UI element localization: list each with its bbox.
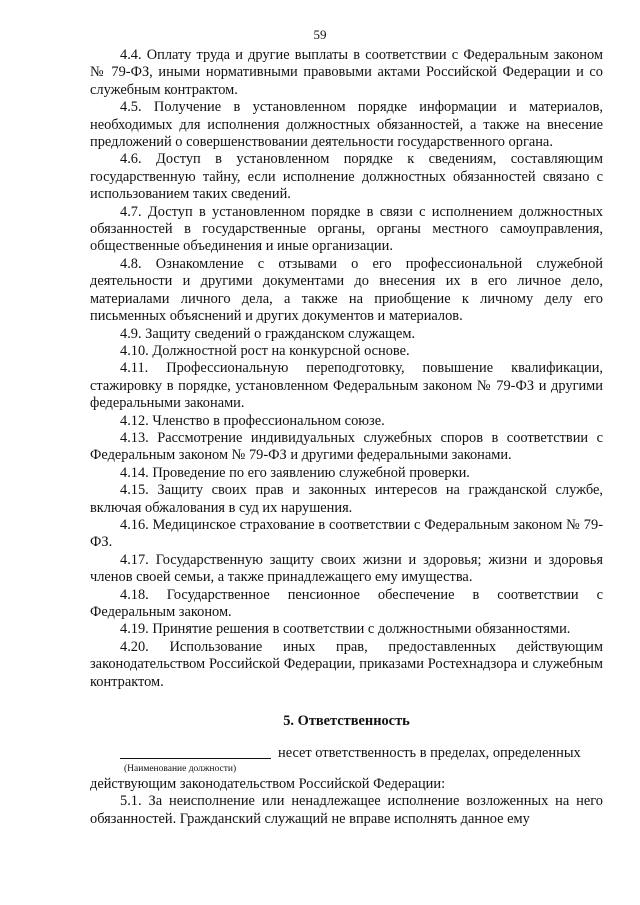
responsibility-line	[90, 743, 603, 763]
paragraph-5-1: 5.1. За неисполнение или ненадлежащее исполнение возложенных на него обязанностей. Гражданский служащий не вправе исполнять данное ему	[90, 793, 603, 827]
document-body	[90, 47, 603, 828]
paragraph-4-14: 4.14. Проведение по его заявлению служебной проверки.	[120, 464, 470, 481]
paragraph-4-4: 4.4. Оплату труда и другие выплаты в соответствии с Федеральным законом № 79-ФЗ, иными нормативными правовыми актами Российской Федерации и со служебным контрактом.	[90, 47, 603, 98]
paragraph-4-8: 4.8. Ознакомление с отзывами о его профессиональной служебной деятельности и другими документами до внесения их в его личное дело, материалами личного дела, а также на приобщение к личному делу его письменных объяснений и других документов и материалов.	[90, 255, 603, 325]
page-number: 59	[313, 27, 327, 42]
paragraph-4-19: 4.19. Принятие решения в соответствии с должностными обязанностями.	[120, 621, 571, 638]
position-blank-line	[120, 758, 271, 759]
paragraph-4-17: 4.17. Государственную защиту своих жизни и здоровья; жизни и здоровья членов своей семьи, а также принадлежащего ему имущества.	[90, 551, 603, 586]
law-line: действующим законодательством Российской Федерации:	[90, 776, 446, 793]
paragraph-4-18: 4.18. Государственное пенсионное обеспечение в соответствии с Федеральным законом.	[90, 586, 603, 620]
section-heading: 5. Ответственность	[283, 713, 410, 730]
paragraph-4-15: 4.15. Защиту своих прав и законных интересов на гражданской службе, включая обжалования в суд их нарушения.	[90, 482, 603, 516]
paragraph-4-13: 4.13. Рассмотрение индивидуальных служебных споров в соответствии с Федеральным законом № 79-ФЗ и другими федеральными законами.	[90, 429, 603, 464]
paragraph-4-9: 4.9. Защиту сведений о гражданском служащем.	[120, 325, 416, 342]
position-caption: (Наименование должности)	[124, 764, 237, 775]
paragraph-4-10: 4.10. Должностной рост на конкурсной основе.	[120, 342, 410, 359]
paragraph-4-16: 4.16. Медицинское страхование в соответствии с Федеральным законом № 79-ФЗ.	[90, 516, 603, 551]
paragraph-4-5: 4.5. Получение в установленном порядке информации и материалов, необходимых для исполнения должностных обязанностей, а также на внесение предложений о совершенствовании деятельности государственного органа.	[90, 99, 603, 151]
paragraph-4-11: 4.11. Профессиональную переподготовку, повышение квалификации, стажировку в порядке, установленном Федеральным законом № 79-ФЗ и другими федеральными законами.	[90, 360, 603, 412]
paragraph-4-6: 4.6. Доступ в установленном порядке к сведениям, составляющим государственную тайну, если исполнение должностных обязанностей связано с использованием таких сведений.	[90, 151, 603, 203]
paragraph-4-12: 4.12. Членство в профессиональном союзе.	[120, 412, 385, 429]
paragraph-4-7: 4.7. Доступ в установленном порядке в связи с исполнением должностных обязанностей в государственные органы, органы местного самоуправления, общественные объединения и иные организации.	[90, 203, 603, 255]
paragraph-4-20: 4.20. Использование иных прав, предоставленных действующим законодательством Российской Федерации, приказами Ростехнадзора и служебным контрактом.	[90, 638, 603, 690]
responsibility-text: несет ответственность в пределах, определенных	[278, 745, 581, 762]
